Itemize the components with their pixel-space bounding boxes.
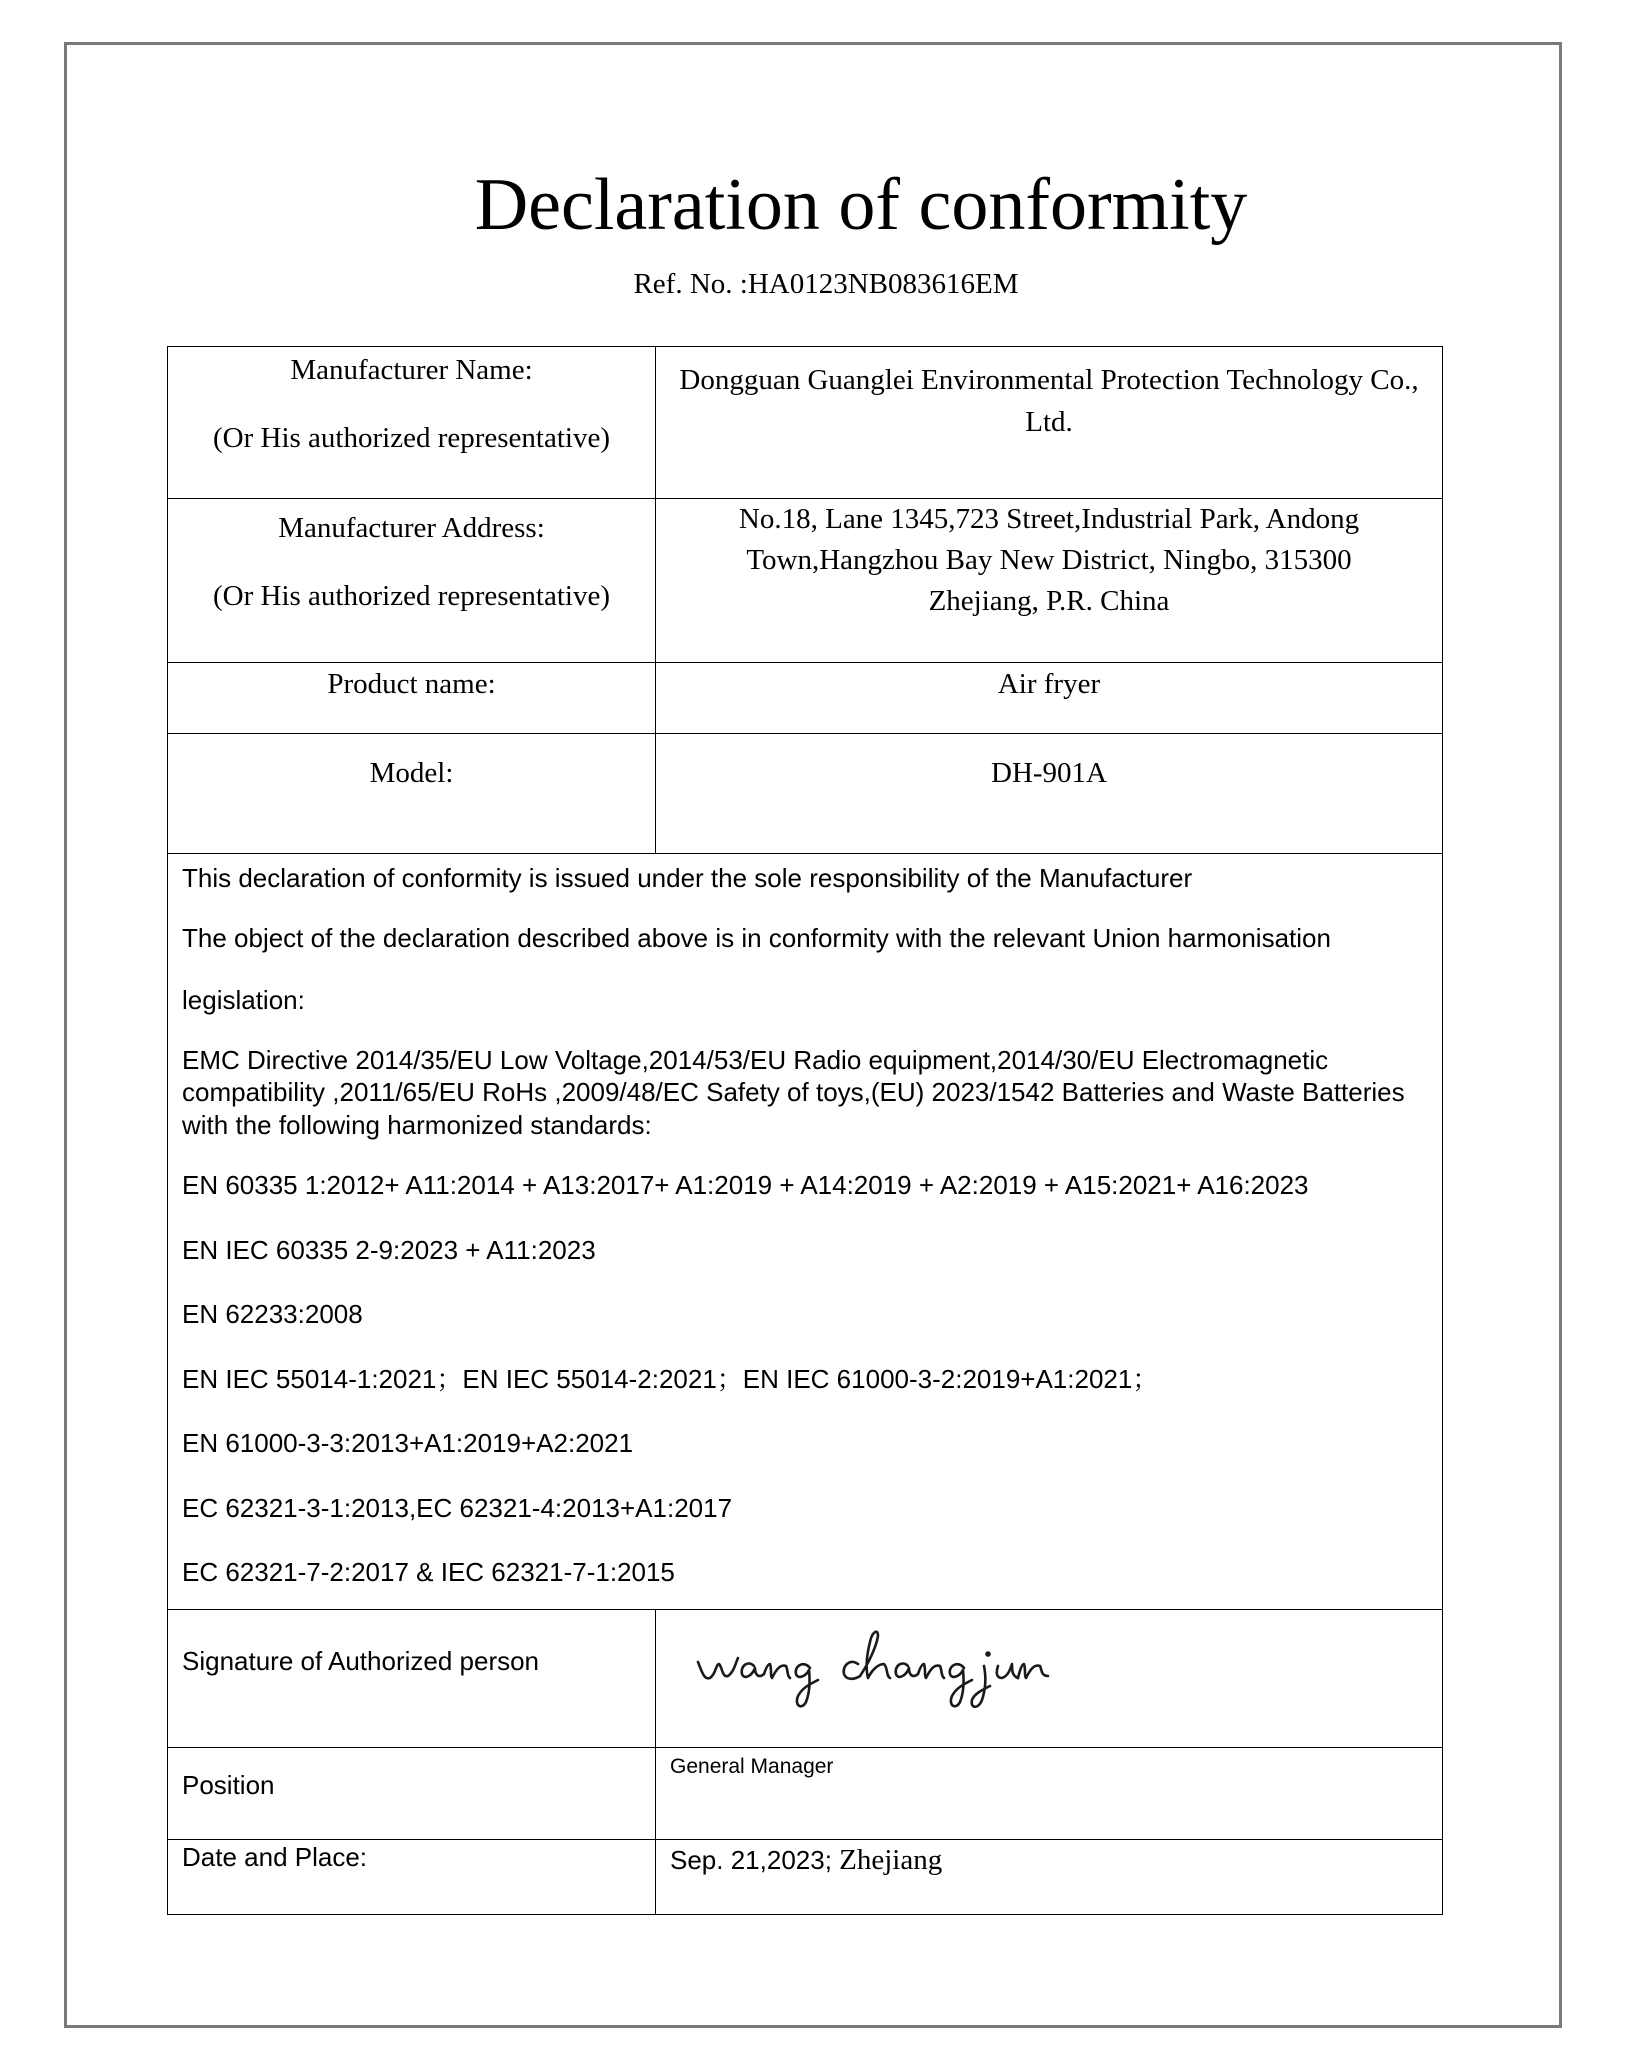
position-label-cell: [168, 1747, 656, 1839]
position-row: [168, 1747, 1443, 1839]
position-value: General Manager: [670, 1754, 834, 1778]
manufacturer-address-label-cell: [168, 499, 656, 663]
declaration-table: [167, 346, 1442, 1915]
document-title: Declaration of conformity: [474, 164, 1248, 246]
signature-value-cell: [656, 1609, 1443, 1747]
declaration-row: [168, 854, 1443, 1610]
manufacturer-name-row: [168, 347, 1443, 499]
date-place-label: Date and Place:: [182, 1841, 368, 1872]
standard-item: EN IEC 55014-1:2021；EN IEC 55014-2:2021；EN IEC 61000-3-2:2019+A1:2021；: [182, 1363, 1159, 1394]
model-value: DH-901A: [991, 757, 1107, 789]
date-value: Sep. 21,2023;: [670, 1844, 832, 1875]
standard-item: EN 60335 1:2012+ A11:2014 + A13:2017+ A1:2019 + A14:2019 + A2:2019 + A15:2021+ A16:2023: [182, 1170, 1309, 1200]
model-label-cell: [168, 734, 656, 854]
date-place-value-cell: [656, 1839, 1443, 1914]
standard-item: EC 62321-3-1:2013,EC 62321-4:2013+A1:2017: [182, 1492, 733, 1523]
declaration-conformity-text: The object of the declaration described above is in conformity with the relevant Union harmonisation: [182, 922, 1331, 953]
standard-item: EN 61000-3-3:2013+A1:2019+A2:2021: [182, 1428, 634, 1458]
standard-item: EC 62321-7-2:2017 & IEC 62321-7-1:2015: [182, 1557, 675, 1587]
manufacturer-name-value-cell: [656, 347, 1443, 499]
model-label: Model:: [369, 757, 454, 789]
declaration-legislation-text: legislation:: [182, 985, 305, 1015]
manufacturer-name-representative-note: (Or His authorized representative): [213, 422, 610, 455]
declaration-cell: [168, 854, 1443, 1610]
product-name-value: Air fryer: [997, 668, 1101, 700]
product-name-value-cell: [656, 663, 1443, 734]
manufacturer-address-value-cell: [656, 499, 1443, 663]
model-value-cell: [656, 734, 1443, 854]
declaration-directives-text: EMC Directive 2014/35/EU Low Voltage,2014/53/EU Radio equipment,2014/30/EU Electromagnetic compatibility ,2011/65/EU RoHs ,2009/48/EC Safety of toys,(EU) 2023/1542 Batteries and Waste Batteries with the following harmonized standards:: [182, 1044, 1405, 1140]
date-place-row: [168, 1839, 1443, 1914]
declaration-responsibility-text: This declaration of conformity is issued under the sole responsibility of the Manufacturer: [182, 863, 1193, 893]
manufacturer-name-value: Dongguan Guanglei Environmental Protection Technology Co., Ltd.: [679, 364, 1419, 439]
signature-label: Signature of Authorized person: [182, 1645, 540, 1676]
manufacturer-address-value: No.18, Lane 1345,723 Street,Industrial Park, Andong Town,Hangzhou Bay New District, Ningbo, 315300 Zhejiang, P.R. China: [738, 503, 1360, 618]
position-value-cell: [656, 1747, 1443, 1839]
manufacturer-address-representative-note: (Or His authorized representative): [213, 580, 610, 613]
date-place-label-cell: [168, 1839, 656, 1914]
standard-item: EN IEC 60335 2-9:2023 + A11:2023: [182, 1234, 596, 1265]
model-row: [168, 734, 1443, 854]
product-name-row: [168, 663, 1443, 734]
handwritten-signature: [692, 1614, 1112, 1714]
place-value: Zhejiang: [839, 1843, 943, 1876]
manufacturer-name-label-cell: [168, 347, 656, 499]
product-name-label-cell: [168, 663, 656, 734]
manufacturer-address-label: Manufacturer Address:: [278, 512, 545, 544]
reference-number: Ref. No. :HA0123NB083616EM: [633, 268, 1019, 300]
standard-item: EN 62233:2008: [182, 1299, 363, 1329]
position-label: Position: [182, 1769, 275, 1800]
signature-row: [168, 1609, 1443, 1747]
manufacturer-address-row: [168, 499, 1443, 663]
signature-label-cell: [168, 1609, 656, 1747]
product-name-label: Product name:: [327, 668, 496, 700]
manufacturer-name-label: Manufacturer Name:: [290, 354, 533, 386]
